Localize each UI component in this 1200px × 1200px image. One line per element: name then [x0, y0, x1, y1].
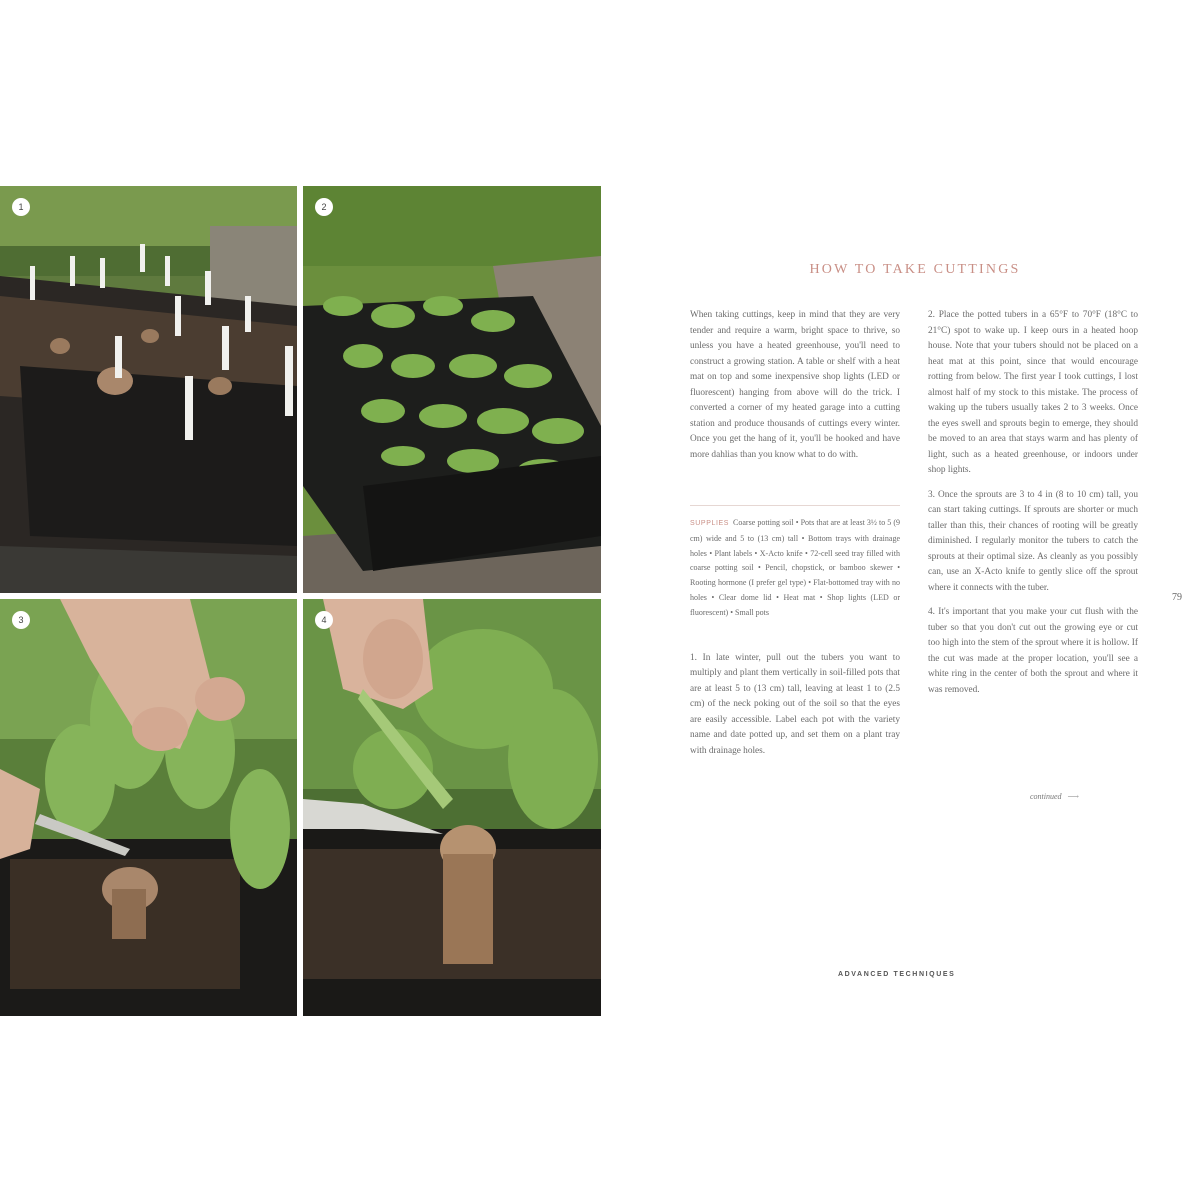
- photo-number-badge: 4: [315, 611, 333, 629]
- supplies-divider: [690, 505, 900, 506]
- supplies-text: Coarse potting soil • Pots that are at least 3½ to 5 (9 cm) wide and 5 to (13 cm) tall • Bottom trays with drainage holes • Plant labels • X-Acto knife • 72-cell seed tray filled with coarse potting soil • Pencil, chopstick, or bamboo skewer • Rooting hormone (I prefer gel type) • Flat-bottomed tray with no holes • Clear dome lid • Heat mat • Shop lights (LED or fluorescent) • Small pots: [690, 518, 900, 617]
- step-2-paragraph: 2. Place the potted tubers in a 65°F to 70°F (18°C to 21°C) spot to wake up. I keep ours in a heated hoop house. Note that your tubers should not be placed on a heat mat at this point, since that would encourage rotting from below. The first year I took cuttings, I lost almost half of my stock to this mistake. The process of waking up the tubers usually takes 2 to 3 weeks. Once the eyes swell and sprouts begin to emerge, they should be moved to an area that stays warm and has plenty of light, such as a heated greenhouse, or indoors under shop lights.: [928, 310, 1138, 475]
- photo-tubers-in-pots: [0, 186, 297, 593]
- photo-cuttings-in-tray: [303, 186, 601, 593]
- step-4-paragraph: 4. It's important that you make your cut flush with the tuber so that you don't cut out the growing eye or cut too high into the stem of the sprout where it is hollow. If the cut was made at the proper location, you'll see a white ring in the center of both the sprout and where it was removed.: [928, 607, 1138, 695]
- text-column-right: [928, 308, 1138, 707]
- photo-2-image: [303, 186, 601, 593]
- step-1-paragraph: 1. In late winter, pull out the tubers you want to multiply and plant them vertically in soil-filled pots that are at least 5 to (13 cm) tall, leaving at least 1 to (2.5 cm) of the neck poking out of the soil so that the eyes are easily accessible. Label each pot with the variety name and date potted up, and set them on a plant tray with drainage holes.: [690, 652, 900, 756]
- continued-note: [1030, 792, 1079, 801]
- text-column-left: [690, 308, 900, 768]
- supplies-label: SUPPLIES: [690, 520, 730, 527]
- photo-3-image: [0, 599, 297, 1016]
- arrow-right-icon: ⟶: [1067, 792, 1080, 801]
- photo-1-image: [0, 186, 297, 593]
- page-number: 79: [1172, 592, 1182, 603]
- photo-number-badge: 1: [12, 198, 30, 216]
- step-3-paragraph: 3. Once the sprouts are 3 to 4 in (8 to 10 cm) tall, you can start taking cuttings. If sprouts are shorter or much taller than this, their chances of rooting will be greatly diminished. I regularly monitor the tubers to catch the sprouts at their optimal size. As cleanly as you possibly can, use an X-Acto knife to gently slice off the sprout where it connects with the tuber.: [928, 489, 1138, 593]
- photo-number-badge: 3: [12, 611, 30, 629]
- photo-cutting-sprout: [0, 599, 297, 1016]
- photo-number-badge: 2: [315, 198, 333, 216]
- page-title: HOW TO TAKE CUTTINGS: [809, 262, 1021, 277]
- supplies-list: [690, 516, 900, 621]
- photo-slicing-at-tuber: [303, 599, 601, 1016]
- running-head: ADVANCED TECHNIQUES: [838, 971, 956, 978]
- photo-4-image: [303, 599, 601, 1016]
- intro-paragraph: When taking cuttings, keep in mind that they are very tender and require a warm, bright space to thrive, so unless you have a heated greenhouse, you'll need to construct a growing station. A table or shelf with a heat mat on top and some inexpensive shop lights (LED or fluorescent) hanging from above will do the trick. I converted a corner of my heated garage into a cutting station and produce thousands of cuttings every winter. Once you get the hang of it, you'll be hooked and have more dahlias than you know what to do with.: [690, 310, 900, 460]
- continued-label: continued: [1030, 792, 1062, 801]
